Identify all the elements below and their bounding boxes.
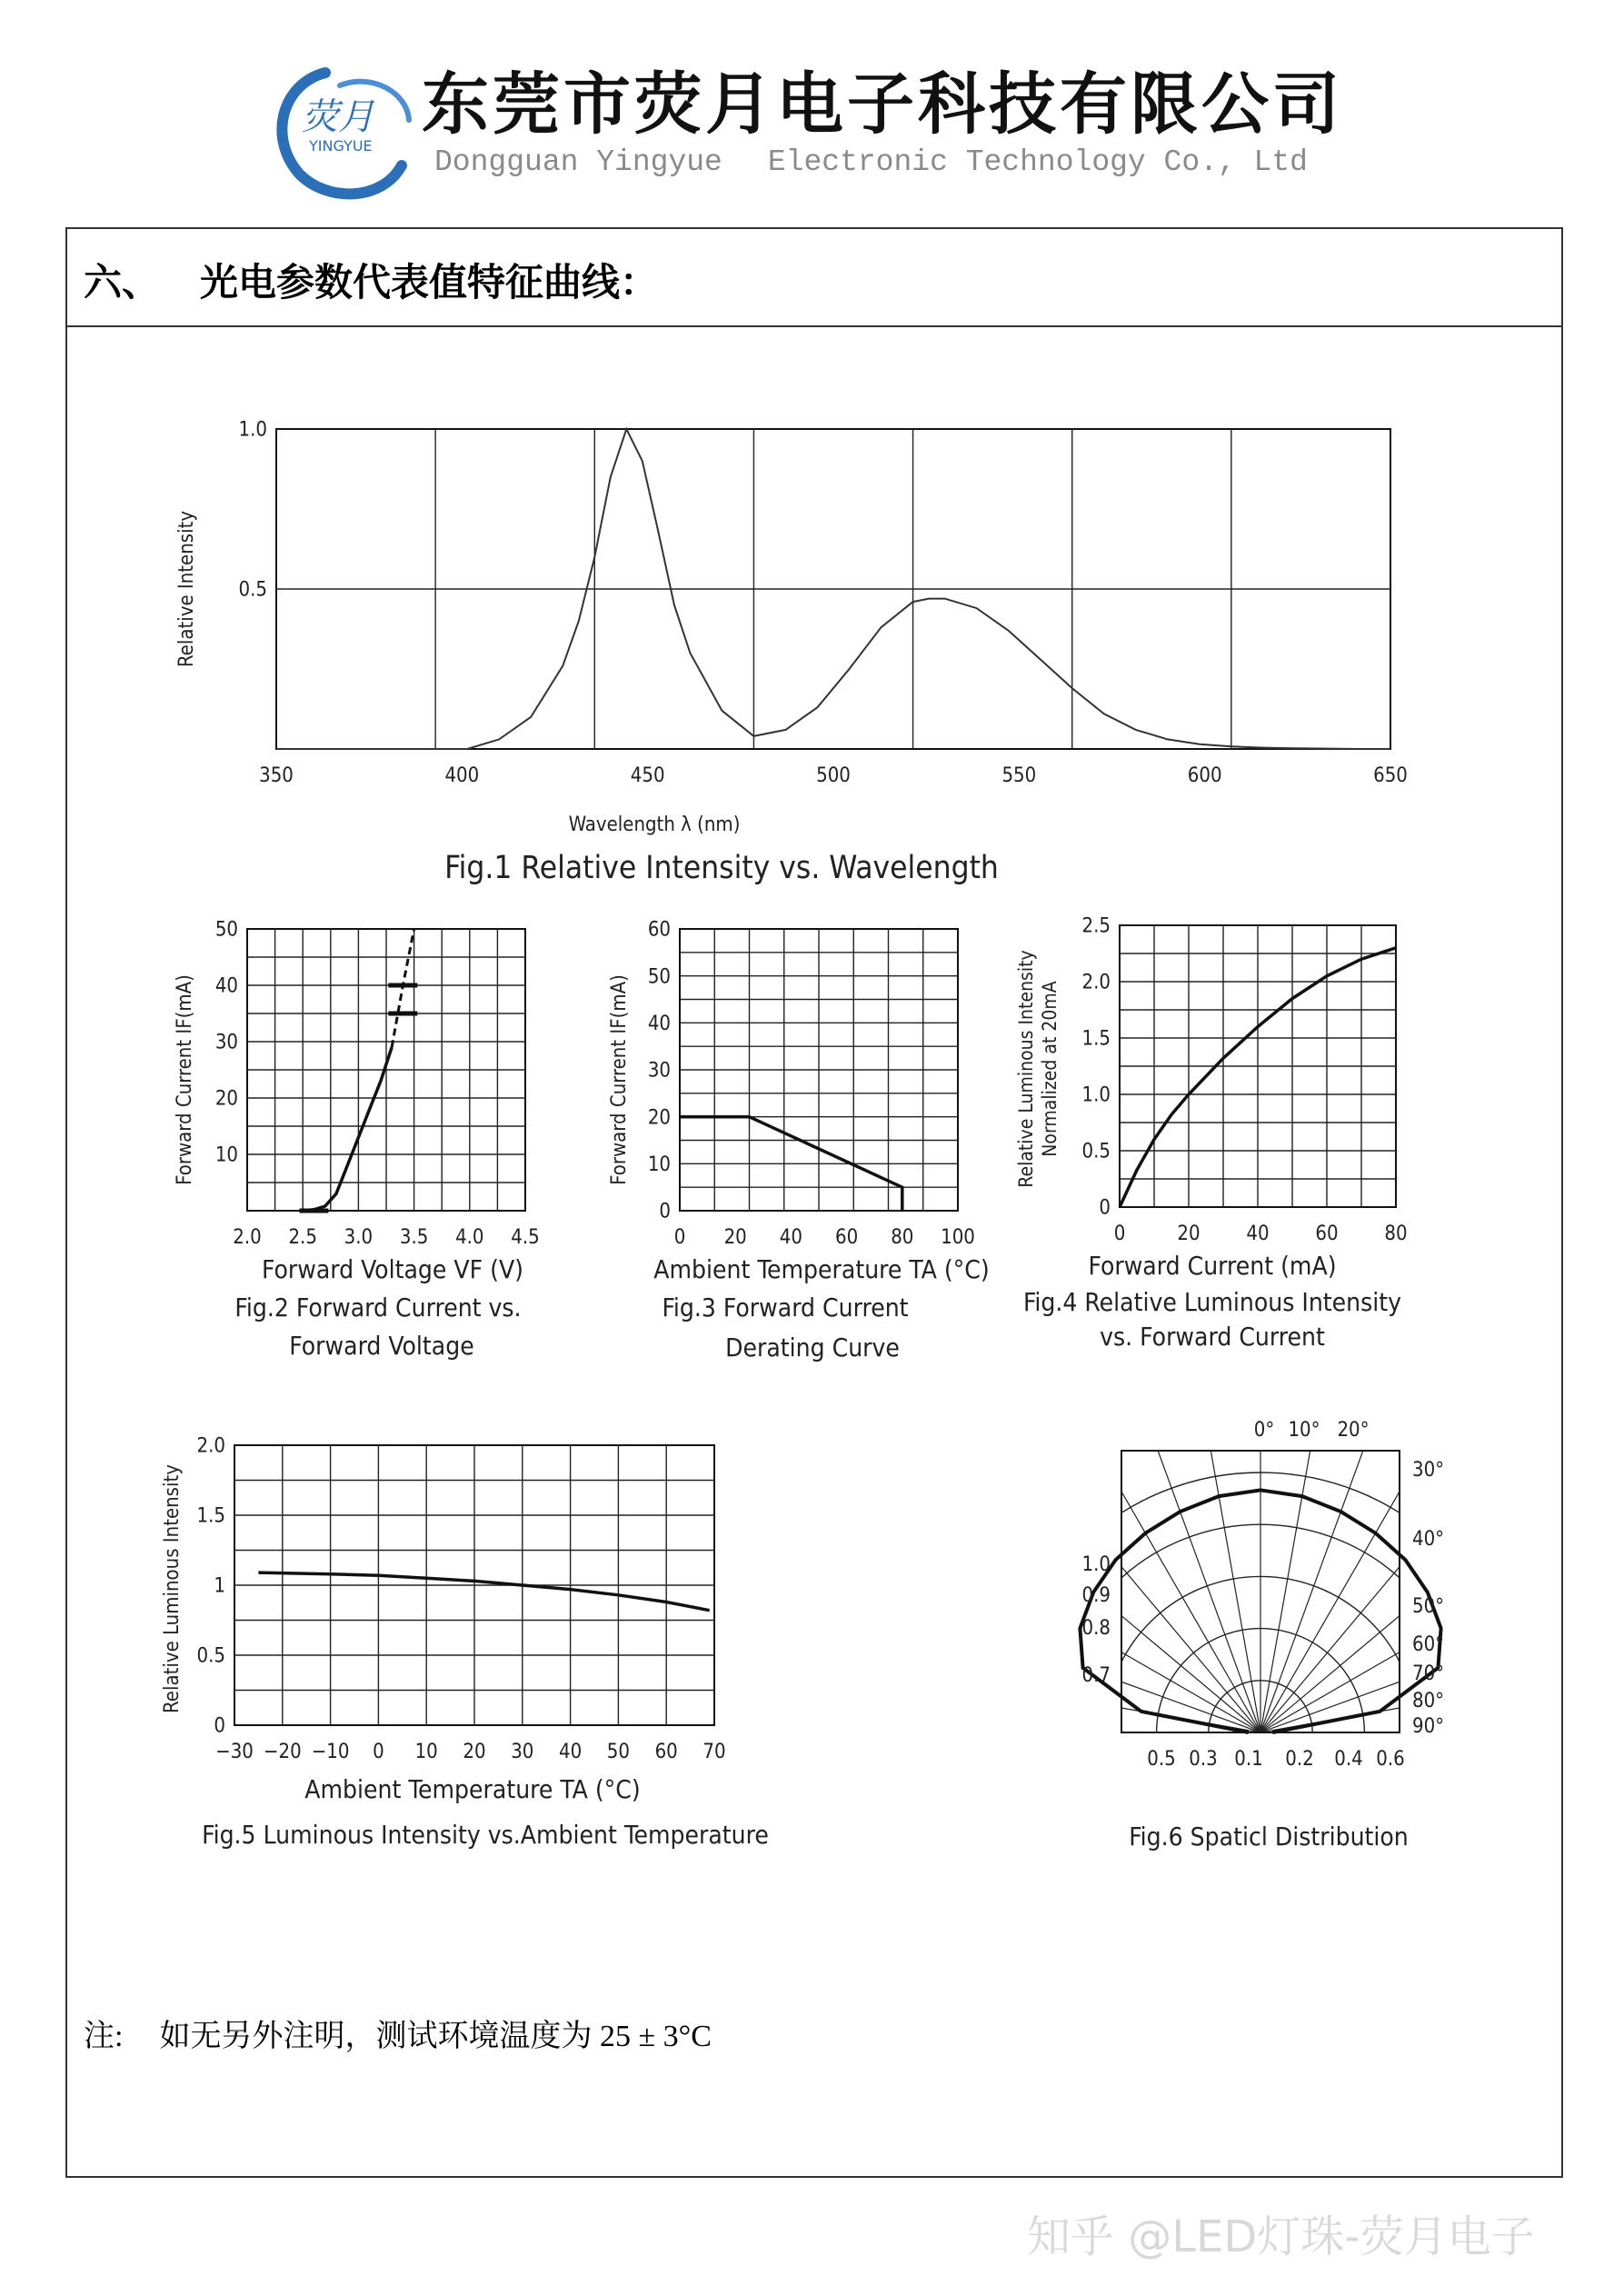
section-title-text: 光电参数代表值特征曲线： [200, 260, 659, 304]
fig2-x-axis-label: Forward Voltage VF (V) [261, 1254, 524, 1284]
fig6-angle-label: 40° [1412, 1528, 1445, 1551]
fig3-chart [608, 919, 990, 1363]
fig6-angle-spoke [968, 1487, 1260, 1732]
fig3-y-tick-label: 0 [659, 1200, 671, 1223]
fig4-y-tick-label: 2.5 [1081, 914, 1111, 938]
fig2-y-tick-label: 50 [214, 918, 238, 942]
fig2-x-tick-label: 4.0 [455, 1226, 484, 1249]
fig1-y-axis-label: Relative Intensity [175, 510, 198, 668]
fig4-x-tick-label: 60 [1315, 1223, 1339, 1245]
fig6-angle-spoke [1260, 1440, 1506, 1732]
fig1-y-tick-label: 0.5 [238, 578, 267, 602]
section-number: 六、 [84, 260, 161, 304]
fig6-bottom-scale-label: 0.6 [1376, 1748, 1405, 1771]
fig1-x-tick-label: 600 [1187, 764, 1222, 787]
fig3-caption-line2: Derating Curve [725, 1333, 900, 1363]
fig1-x-tick-label: 450 [630, 764, 665, 787]
fig1-x-axis-label: Wavelength λ (nm) [568, 814, 741, 836]
fig2-caption-line2: Forward Voltage [289, 1331, 474, 1361]
note-label: 注: [84, 2020, 124, 2053]
company-name-cn: 东莞市荧月电子科技有限公司 [422, 65, 1343, 144]
fig3-y-axis-label: Forward Current IF(mA) [608, 974, 631, 1185]
fig6-bottom-scale-label: 0.1 [1234, 1748, 1263, 1771]
fig5-y-tick-label: 2.0 [196, 1434, 225, 1458]
fig1-x-tick-label: 550 [1001, 764, 1037, 787]
fig6-radial-label: 0.8 [1081, 1617, 1111, 1640]
fig6-bottom-scale-label: 0.5 [1147, 1748, 1176, 1771]
fig6-angle-label: 50° [1412, 1595, 1445, 1618]
fig4-chart [1015, 915, 1408, 1352]
fig3-x-tick-label: 0 [673, 1226, 686, 1249]
fig5-x-tick-label: 70 [702, 1741, 726, 1763]
fig6-angle-label: 60° [1412, 1633, 1445, 1656]
fig6-angle-label: 90° [1412, 1715, 1445, 1738]
fig6-angle-spoke [1015, 1440, 1260, 1732]
fig5-x-tick-label: 10 [414, 1741, 438, 1763]
fig4-y-axis-label-line2: Normalized at 20mA [1039, 981, 1061, 1157]
fig2-chart [174, 919, 540, 1361]
fig5-y-tick-label: 1.5 [196, 1504, 225, 1528]
fig5-x-axis-label: Ambient Temperature TA (°C) [304, 1774, 641, 1804]
fig2-y-tick-label: 30 [214, 1031, 238, 1054]
fig4-x-tick-label: 80 [1384, 1223, 1408, 1245]
fig5-x-tick-label: 20 [463, 1741, 486, 1763]
fig3-x-tick-label: 80 [891, 1226, 914, 1249]
fig6-radial-label: 0.9 [1081, 1584, 1111, 1607]
fig5-y-tick-label: 0 [214, 1714, 225, 1738]
fig3-y-tick-label: 40 [647, 1013, 671, 1036]
fig4-y-tick-label: 0.5 [1081, 1140, 1111, 1163]
fig3-x-axis-label: Ambient Temperature TA (°C) [653, 1254, 990, 1284]
fig1-y-tick-label: 1.0 [238, 418, 267, 442]
fig2-y-tick-label: 10 [214, 1143, 238, 1167]
fig2-y-tick-label: 40 [214, 974, 238, 998]
fig5-caption: Fig.5 Luminous Intensity vs.Ambient Temperature [202, 1820, 769, 1850]
fig4-caption-line1: Fig.4 Relative Luminous Intensity [1022, 1287, 1402, 1317]
fig2-extrapolated-line [392, 929, 414, 1047]
fig6-grid [879, 1351, 1624, 1992]
fig5-x-tick-label: 60 [654, 1741, 678, 1763]
fig2-x-tick-label: 2.0 [233, 1226, 262, 1249]
logo-text: 荧月 [302, 96, 374, 138]
fig6-angle-label: 20° [1337, 1419, 1370, 1442]
fig6-chart [879, 1351, 1624, 1992]
fig5-x-tick-label: 30 [511, 1741, 534, 1763]
fig5-x-tick-label: −10 [311, 1741, 350, 1763]
fig5-x-tick-label: −30 [215, 1741, 254, 1763]
fig5-x-tick-label: 0 [373, 1741, 384, 1763]
fig6-bottom-scale-label: 0.2 [1285, 1748, 1314, 1771]
fig5-x-tick-label: 40 [559, 1741, 583, 1763]
fig6-angle-label: 70° [1412, 1662, 1445, 1685]
fig4-y-tick-label: 1.5 [1081, 1027, 1111, 1051]
fig3-caption-line1: Fig.3 Forward Current [662, 1293, 909, 1323]
zhihu-watermark: 知乎 @LED灯珠-荧月电子 [1027, 2211, 1535, 2262]
fig1-x-tick-label: 350 [259, 764, 294, 787]
fig4-x-tick-label: 0 [1113, 1223, 1126, 1245]
fig6-angle-label: 30° [1412, 1459, 1445, 1482]
fig6-caption: Fig.6 Spaticl Distribution [1129, 1822, 1409, 1852]
fig5-chart [161, 1435, 769, 1850]
fig2-x-tick-label: 2.5 [288, 1226, 317, 1249]
fig3-x-tick-label: 40 [779, 1226, 802, 1249]
fig6-radial-label: 0.7 [1081, 1664, 1111, 1687]
fig6-angle-label: 10° [1288, 1419, 1320, 1442]
fig4-y-axis-label-line1: Relative Luminous Intensity [1015, 950, 1037, 1188]
fig3-x-tick-label: 60 [835, 1226, 859, 1249]
fig4-caption-line2: vs. Forward Current [1100, 1322, 1325, 1352]
fig3-y-tick-label: 60 [647, 918, 671, 942]
fig5-x-tick-label: −20 [263, 1741, 302, 1763]
fig3-x-tick-label: 100 [941, 1226, 975, 1249]
fig4-x-axis-label: Forward Current (mA) [1088, 1251, 1337, 1281]
fig1-caption: Fig.1 Relative Intensity vs. Wavelength [444, 850, 999, 886]
fig2-x-tick-label: 3.0 [344, 1226, 374, 1249]
fig1-x-tick-label: 650 [1373, 764, 1408, 787]
fig2-x-tick-label: 4.5 [511, 1226, 540, 1249]
fig6-bottom-scale-label: 0.3 [1189, 1748, 1218, 1771]
fig6-angle-label: 80° [1412, 1690, 1445, 1712]
fig1-x-tick-label: 400 [444, 764, 480, 787]
fig4-x-tick-label: 20 [1177, 1223, 1201, 1245]
fig3-y-tick-label: 10 [647, 1153, 671, 1177]
fig1-chart [175, 419, 1408, 886]
fig5-y-tick-label: 1 [214, 1574, 225, 1598]
logo-subtext: YINGYUE [309, 137, 373, 155]
company-name-en-part2: Electronic Technology Co., Ltd [767, 145, 1308, 179]
fig3-y-tick-label: 20 [647, 1106, 671, 1130]
fig3-y-tick-label: 50 [647, 965, 671, 989]
fig6-angle-spoke [1130, 1373, 1260, 1732]
fig6-radial-label: 1.0 [1081, 1553, 1111, 1576]
fig3-y-tick-label: 30 [647, 1059, 671, 1083]
note-text: 如无另外注明，测试环境温度为 25 ± 3°C [159, 2020, 712, 2053]
fig5-y-tick-label: 0.5 [196, 1644, 225, 1668]
company-name-en-part1: Dongguan Yingyue [434, 145, 722, 179]
fig6-angle-spoke [1260, 1373, 1391, 1732]
fig2-y-tick-label: 20 [214, 1087, 238, 1111]
fig1-x-tick-label: 500 [816, 764, 851, 787]
fig6-bottom-scale-label: 0.4 [1334, 1748, 1363, 1771]
fig2-caption-line1: Fig.2 Forward Current vs. [234, 1293, 522, 1323]
fig2-y-axis-label: Forward Current IF(mA) [174, 974, 196, 1185]
fig3-x-tick-label: 20 [723, 1226, 747, 1249]
fig2-series-line [303, 1047, 392, 1211]
fig4-x-tick-label: 40 [1246, 1223, 1270, 1245]
fig6-angle-spoke [1260, 1487, 1553, 1732]
fig6-angle-label: 0° [1253, 1419, 1275, 1442]
fig2-x-tick-label: 3.5 [399, 1226, 429, 1249]
fig5-y-axis-label: Relative Luminous Intensity [161, 1464, 184, 1713]
fig4-y-tick-label: 2.0 [1081, 971, 1111, 994]
fig5-series-line [258, 1572, 709, 1611]
fig4-y-tick-label: 0 [1099, 1196, 1111, 1220]
fig4-y-tick-label: 1.0 [1081, 1083, 1111, 1107]
fig5-x-tick-label: 50 [606, 1741, 630, 1763]
